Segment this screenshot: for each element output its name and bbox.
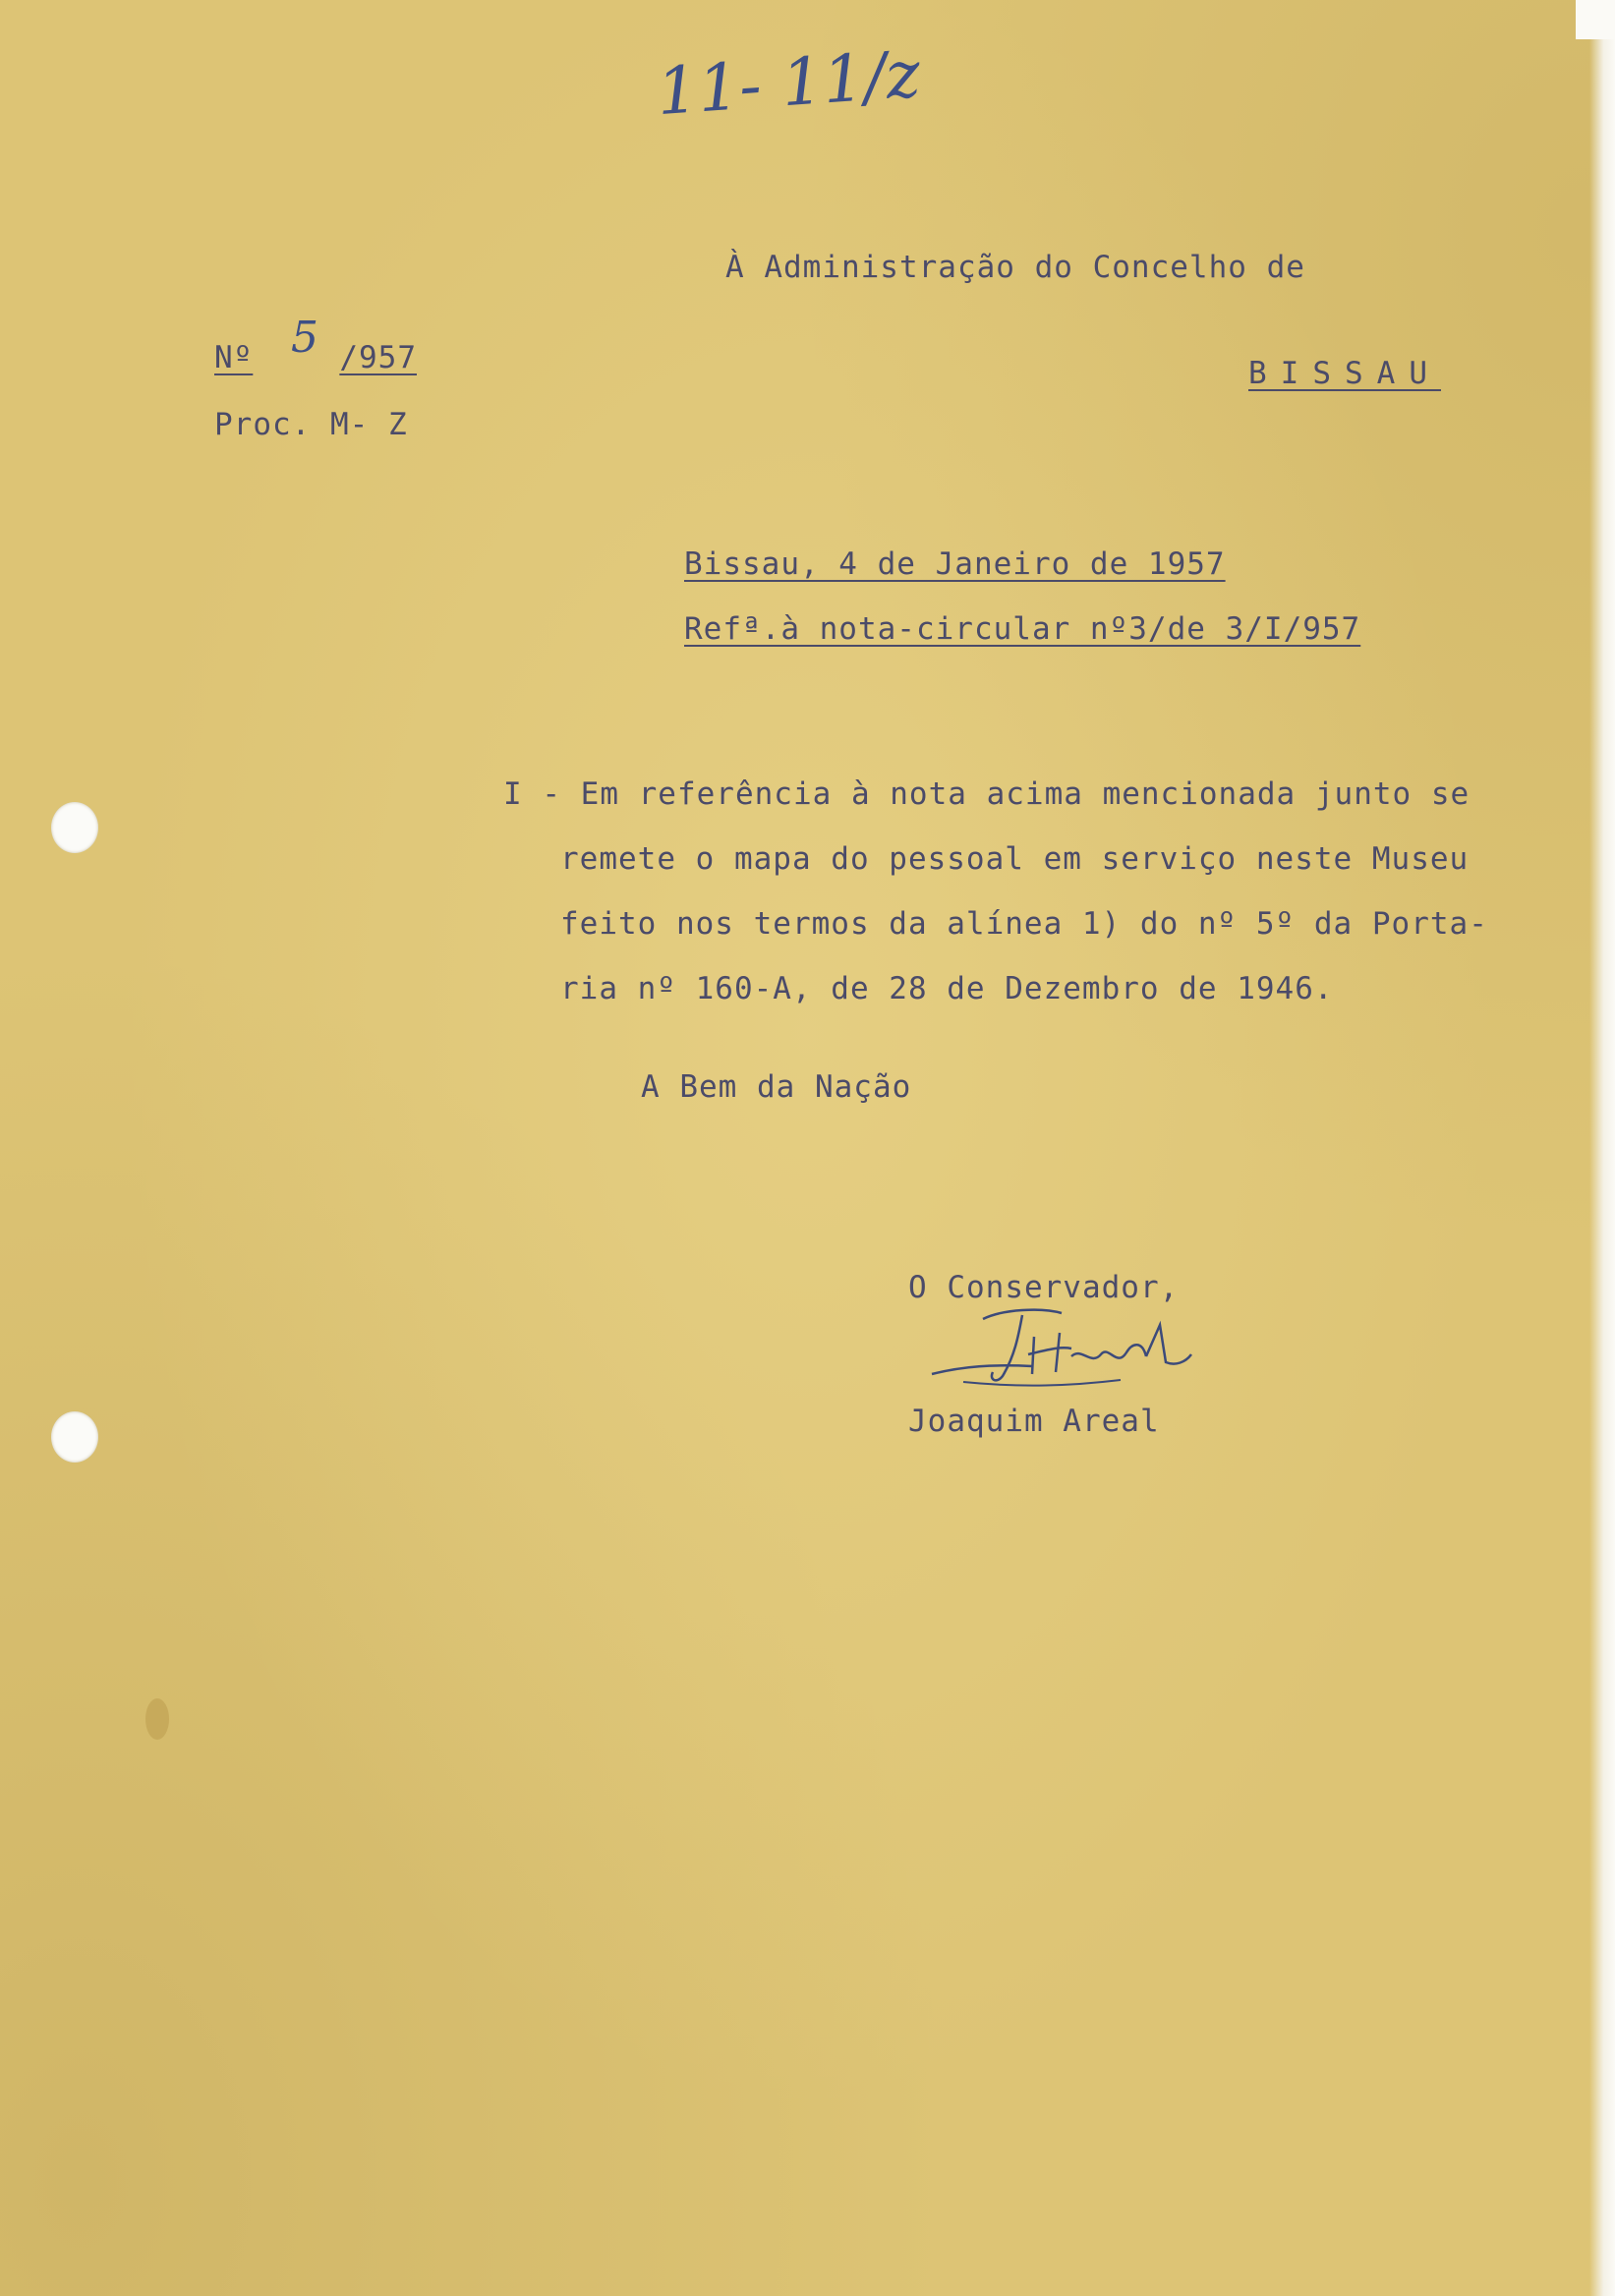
reference-year: /957 [339, 340, 417, 375]
reference-prefix: Nº [214, 340, 254, 375]
body-line: ria nº 160-A, de 28 de Dezembro de 1946. [560, 971, 1334, 1006]
body-line: remete o mapa do pessoal em serviço neste Museu [560, 841, 1470, 877]
process-code: Proc. M- Z [214, 407, 408, 442]
body-line: I - Em referência à nota acima mencionada junto se [503, 776, 1471, 812]
handwritten-file-mark: 11- 11/z [654, 35, 923, 131]
signatory-role: O Conservador, [908, 1270, 1180, 1305]
circular-reference: Refª.à nota-circular nº3/de 3/I/957 [684, 611, 1361, 647]
addressee-line: À Administração do Concelho de [725, 250, 1305, 285]
body-line: feito nos termos da alínea 1) do nº 5º da Porta- [560, 906, 1488, 942]
punch-hole [51, 1411, 98, 1463]
recipient-city: BISSAU [1248, 356, 1441, 391]
handwritten-signature [924, 1297, 1199, 1406]
page-edge [1589, 0, 1615, 2296]
paper-stain [145, 1698, 169, 1740]
punch-hole [51, 802, 98, 853]
date-line: Bissau, 4 de Janeiro de 1957 [684, 546, 1226, 582]
handwritten-number: 5 [291, 313, 318, 363]
torn-corner [1576, 0, 1615, 39]
closing-salutation: A Bem da Nação [641, 1069, 912, 1105]
signatory-name: Joaquim Areal [908, 1404, 1160, 1439]
